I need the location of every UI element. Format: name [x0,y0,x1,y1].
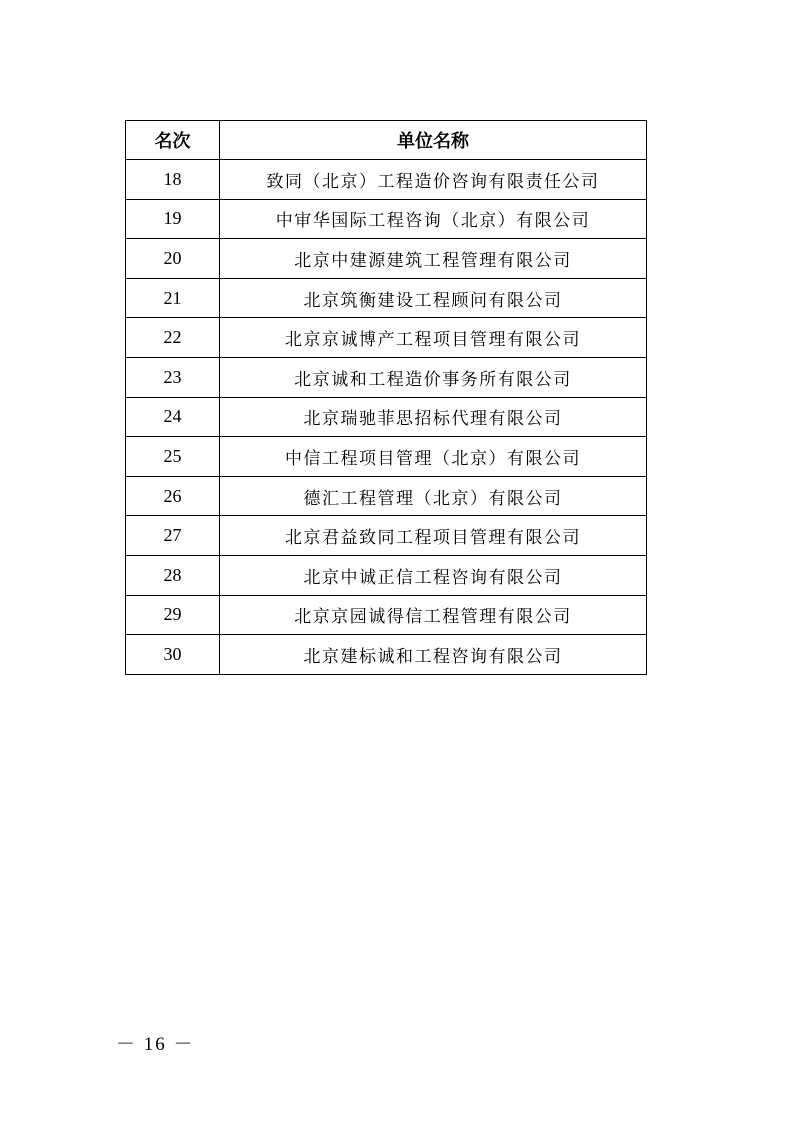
table-row [126,199,647,239]
rank-cell: 23 [126,357,220,397]
rank-cell: 21 [126,278,220,318]
company-name-cell: 北京京园诚得信工程管理有限公司 [220,595,647,635]
rank-cell: 27 [126,516,220,556]
table-row [126,239,647,279]
table-header-row [126,121,647,160]
rank-cell: 22 [126,318,220,358]
page-number: － 16 － [116,1034,195,1055]
company-name-cell: 致同（北京）工程造价咨询有限责任公司 [220,160,647,200]
table-row [126,595,647,635]
table-row [126,555,647,595]
table-row [126,278,647,318]
rank-cell: 26 [126,476,220,516]
rank-cell: 19 [126,199,220,239]
company-name-cell: 北京筑衡建设工程顾问有限公司 [220,278,647,318]
table-row [126,476,647,516]
rank-cell: 25 [126,437,220,477]
table-row [126,635,647,675]
company-name-cell: 北京中建源建筑工程管理有限公司 [220,239,647,279]
rank-cell: 30 [126,635,220,675]
ranking-table [125,120,647,675]
company-name-cell: 中审华国际工程咨询（北京）有限公司 [220,199,647,239]
rank-cell: 24 [126,397,220,437]
company-name-cell: 北京瑞驰菲思招标代理有限公司 [220,397,647,437]
company-name-cell: 北京京诚博产工程项目管理有限公司 [220,318,647,358]
company-name-cell: 德汇工程管理（北京）有限公司 [220,476,647,516]
table-row [126,516,647,556]
table-row [126,160,647,200]
table-body [126,160,647,675]
table-row [126,318,647,358]
table-row [126,397,647,437]
company-name-cell: 中信工程项目管理（北京）有限公司 [220,437,647,477]
company-name-cell: 北京诚和工程造价事务所有限公司 [220,357,647,397]
header-company-name: 单位名称 [220,121,647,160]
company-name-cell: 北京建标诚和工程咨询有限公司 [220,635,647,675]
rank-cell: 28 [126,555,220,595]
table-row [126,357,647,397]
rank-cell: 29 [126,595,220,635]
header-rank: 名次 [126,121,220,160]
rank-cell: 18 [126,160,220,200]
rank-cell: 20 [126,239,220,279]
company-name-cell: 北京君益致同工程项目管理有限公司 [220,516,647,556]
table-row [126,437,647,477]
company-name-cell: 北京中诚正信工程咨询有限公司 [220,555,647,595]
